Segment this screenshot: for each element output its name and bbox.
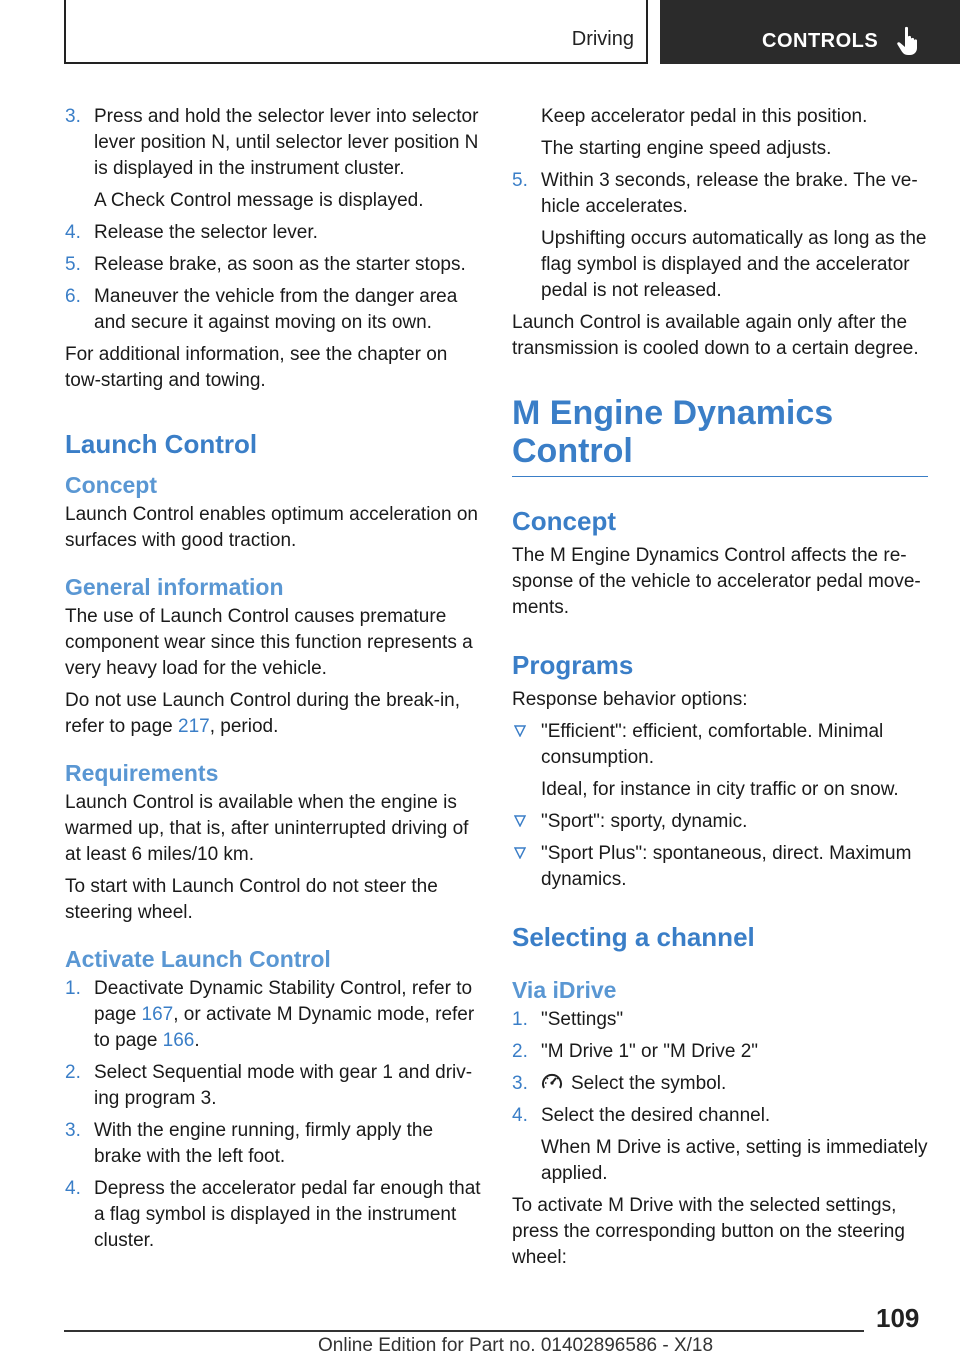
heading-concept: Concept [65,472,157,498]
hand-pointer-icon [896,26,922,56]
header-section-title: Driving [571,28,634,50]
bullet-text: "Sport Plus": spontaneous, direct. Maximum dynamics. [541,843,912,890]
heading-programs: Programs [512,650,634,680]
section-title-m-engine-dynamics: M Engine Dynamics Control [512,394,928,477]
paragraph-break-in [65,688,481,740]
list-item [65,1118,481,1170]
list-text: Select the desired channel. [541,1105,771,1126]
page-link[interactable]: 167 [141,1004,174,1025]
list-item [65,220,481,246]
list-item [65,104,481,182]
page-number: 109 [876,1303,920,1333]
paragraph: Launch Control is available again only after the transmission is cooled down to a certain degree. [512,312,919,359]
footer-divider [64,1330,864,1332]
paragraph: Response behavior options: [512,689,748,710]
list-note: Keep accelerator pedal in this position. [541,106,868,127]
paragraph: To activate M Drive with the selected settings, press the corresponding button on the steering wheel: [512,1195,905,1268]
text: . [194,1030,200,1051]
list-text: Within 3 seconds, release the brake. The vehicle accelerates. [541,170,918,217]
paragraph: To start with Launch Control do not steer the steering wheel. [65,876,438,923]
heading-concept: Concept [512,506,616,536]
list-text: Press and hold the selector lever into selector lever position N, until selector lever position N is displayed in the instrument cluster. [94,106,479,179]
list-item [65,976,481,1054]
header-section-box [64,0,648,64]
text: Do not use Launch Control during the break-in, refer to page [65,690,461,737]
heading-via-idrive: Via iDrive [512,977,617,1003]
right-column [512,104,928,1277]
list-text: "M Drive 1" or "M Drive 2" [541,1041,759,1062]
bullet-item [512,841,928,893]
paragraph: For additional information, see the chapter on tow-starting and towing. [65,344,448,391]
paragraph: The M Engine Dynamics Control affects the response of the vehicle to accelerator pedal movements. [512,545,921,618]
header-chapter-title: CONTROLS [762,30,879,52]
list-number: 6. [65,286,81,307]
bullet-text: "Sport": sporty, dynamic. [541,811,748,832]
list-text: Select the symbol. [571,1073,727,1094]
paragraph: Launch Control enables optimum acceleration on surfaces with good traction. [65,504,478,551]
list-number: 1. [512,1009,528,1030]
list-item [512,1039,928,1065]
text: , period. [209,716,279,737]
page-link[interactable]: 166 [162,1030,195,1051]
list-item [512,1103,928,1129]
page-link[interactable]: 217 [178,716,210,737]
header-chapter-box [660,0,960,64]
list-item [512,168,928,220]
list-number: 4. [512,1105,528,1126]
list-text: Select Sequential mode with gear 1 and driving program 3. [94,1062,473,1109]
heading-selecting-a-channel: Selecting a channel [512,922,755,952]
left-column [65,104,481,1260]
list-number: 2. [65,1062,81,1083]
list-item [65,284,481,336]
list-item [65,1060,481,1112]
list-number: 3. [512,1073,528,1094]
heading-requirements: Requirements [65,760,219,786]
list-number: 5. [512,170,528,191]
list-number: 5. [65,254,81,275]
list-note: A Check Control message is displayed. [94,190,424,211]
triangle-bullet-icon [514,815,526,827]
list-note: Upshifting occurs automatically as long as the flag symbol is displayed and the accelerator pedal is not released. [541,228,927,301]
list-text: Depress the accelerator pedal far enough that a flag symbol is displayed in the instrument cluster. [94,1178,481,1251]
list-text: Release brake, as soon as the starter stops. [94,254,466,275]
bullet-item [512,809,928,835]
list-item [65,252,481,278]
heading-activate-launch-control: Activate Launch Control [65,946,331,972]
paragraph: The use of Launch Control causes premature component wear since this function represents a very heavy load for the vehicle. [65,606,473,679]
bullet-text: "Efficient": efficient, comfortable. Minimal consumption. [541,721,884,768]
list-note: The starting engine speed adjusts. [541,138,832,159]
list-note: When M Drive is active, setting is immediately applied. [541,1137,928,1184]
triangle-bullet-icon [514,847,526,859]
list-text: "Settings" [541,1009,624,1030]
list-number: 2. [512,1041,528,1062]
footer-edition: Online Edition for Part no. 01402896586 - X/18 [318,1335,714,1356]
text: , or activate M Dynamic mode, refer to page [94,1004,475,1051]
list-item [65,1176,481,1254]
heading-general-information: General information [65,574,284,600]
list-text: Release the selector lever. [94,222,318,243]
bullet-note: Ideal, for instance in city traffic or on snow. [541,779,899,800]
section-title-launch-control: Launch Control [65,429,258,459]
text: Deactivate Dynamic Stability Control, refer to page [94,978,473,1025]
bullet-item [512,719,928,771]
list-item [512,1007,928,1033]
engine-dynamics-icon [541,1073,563,1091]
list-number: 3. [65,1120,81,1141]
list-text: Maneuver the vehicle from the danger area and secure it against moving on its own. [94,286,458,333]
triangle-bullet-icon [514,725,526,737]
list-number: 1. [65,978,81,999]
paragraph: Launch Control is available when the engine is warmed up, that is, after uninterrupted driving of at least 6 miles/10 km. [65,792,469,865]
list-text: With the engine running, firmly apply the brake with the left foot. [94,1120,434,1167]
list-number: 3. [65,106,81,127]
list-item [512,1071,928,1097]
list-number: 4. [65,222,81,243]
list-number: 4. [65,1178,81,1199]
